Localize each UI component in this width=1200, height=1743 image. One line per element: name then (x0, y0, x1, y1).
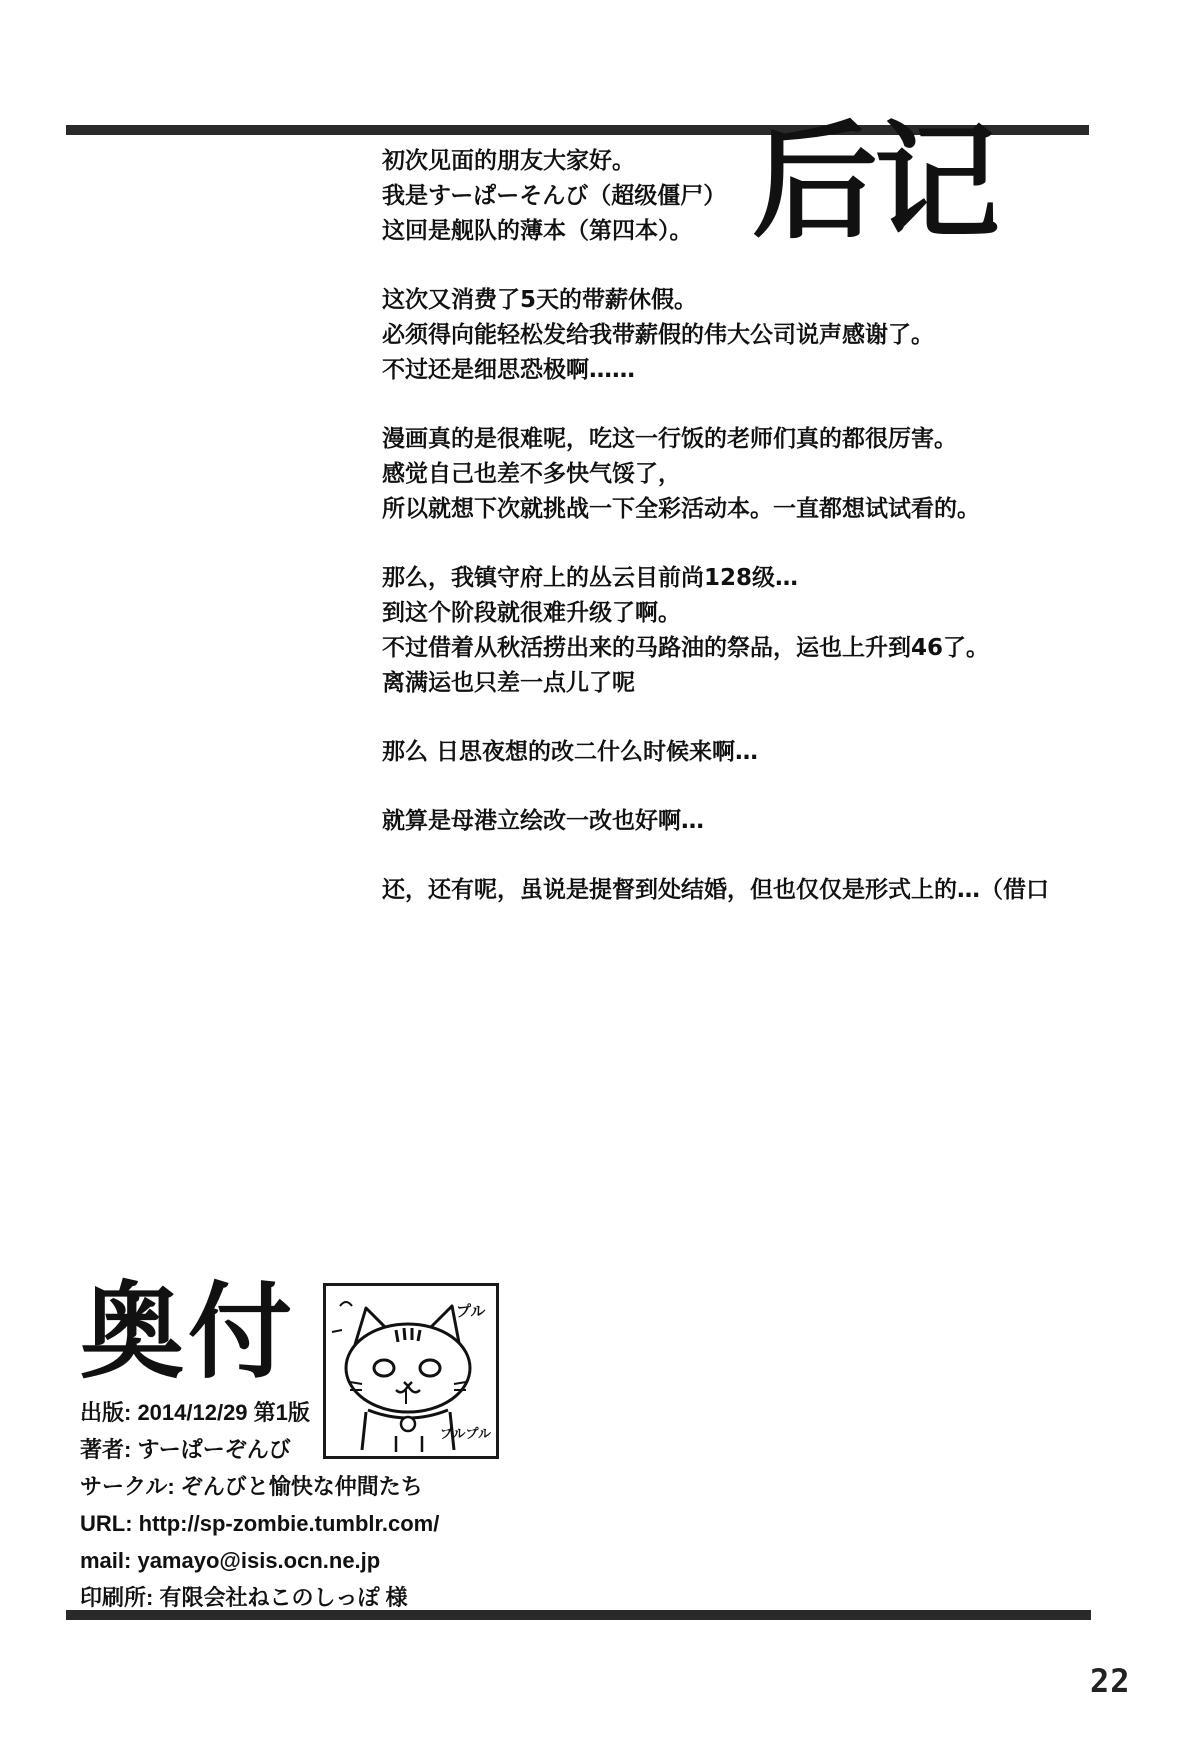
afterword-body (382, 144, 1102, 942)
circle-name: サークル: ぞんびと愉快な仲間たち (80, 1474, 423, 1499)
text-line: 这回是舰队的薄本（第四本）。 (382, 218, 693, 244)
text-line: 不过还是细思恐极啊…… (382, 357, 635, 383)
paragraph (382, 873, 1102, 908)
text-line: 这次又消费了5天的带薪休假。 (382, 287, 698, 313)
text-line: 初次见面的朋友大家好。 (382, 148, 635, 174)
colophon-details (80, 1394, 439, 1616)
afterword-title: 后记 (752, 109, 996, 256)
text-line: 漫画真的是很难呢，吃这一行饭的老师们真的都很厉害。 (382, 426, 957, 452)
author: 著者: すーぱーぞんび (80, 1437, 291, 1462)
paragraph (382, 144, 1102, 249)
url: URL: http://sp-zombie.tumblr.com/ (80, 1511, 440, 1536)
text-line: 就算是母港立绘改一改也好啊… (382, 808, 704, 834)
text-line: 到这个阶段就很难升级了啊。 (382, 600, 681, 626)
paragraph (382, 283, 1102, 388)
text-line: 感觉自己也差不多快气馁了， (382, 461, 681, 487)
sfx-text: プル (456, 1302, 486, 1320)
text-line: 我是すーぱーそんび（超级僵尸） (382, 183, 727, 209)
text-line: 所以就想下次就挑战一下全彩活动本。一直都想试试看的。 (382, 496, 980, 522)
mail: mail: yamayo@isis.ocn.ne.jp (80, 1548, 381, 1573)
paragraph (382, 735, 1102, 770)
colophon-title: 奥付 (80, 1271, 297, 1393)
sfx-text: プルプル (440, 1427, 491, 1442)
paragraph (382, 422, 1102, 527)
text-line: 还，还有呢，虽说是提督到处结婚，但也仅仅是形式上的…（借口 (382, 877, 1049, 903)
text-line: 不过借着从秋活捞出来的马路油的祭品，运也上升到46了。 (382, 635, 990, 661)
printer: 印刷所: 有限会社ねこのしっぽ 様 (80, 1585, 408, 1610)
text-line: 那么，我镇守府上的丛云目前尚128级… (382, 565, 799, 591)
paragraph (382, 804, 1102, 839)
bottom-divider (66, 1610, 1091, 1620)
text-line: 离满运也只差一点儿了呢 (382, 670, 635, 696)
text-line: 那么 日思夜想的改二什么时候来啊… (382, 739, 759, 765)
page-number: 22 (1090, 1662, 1131, 1700)
text-line: 必须得向能轻松发给我带薪假的伟大公司说声感谢了。 (382, 322, 934, 348)
paragraph (382, 561, 1102, 701)
publication-date: 出版: 2014/12/29 第1版 (80, 1400, 310, 1425)
